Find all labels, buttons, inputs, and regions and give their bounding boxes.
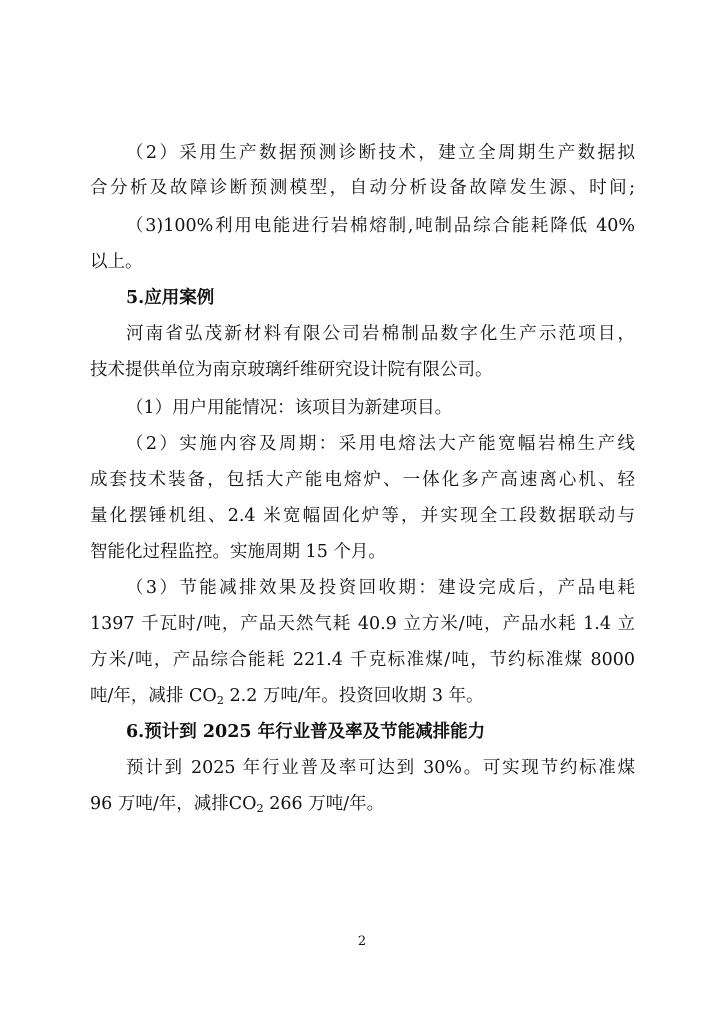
text-run: 96 万吨/年，减排CO	[90, 794, 257, 814]
subscript: 2	[216, 692, 224, 707]
paragraph-line: 成套技术装备，包括大产能电熔炉、一体化多产高速离心机、轻	[90, 470, 635, 490]
paragraph-line: 合分析及故障诊断预测模型，自动分析设备故障发生源、时间;	[90, 178, 635, 198]
paragraph-line	[90, 792, 635, 816]
paragraph-line: 方米/吨，产品综合能耗 221.4 千克标准煤/吨，节约标准煤 8000	[90, 650, 635, 670]
subscript: 2	[256, 800, 264, 815]
paragraph-line: 预计到 2025 年行业普及率可达到 30%。可实现节约标准煤	[126, 758, 635, 778]
paragraph-line: 智能化过程监控。实施周期 15 个月。	[90, 542, 386, 562]
paragraph-line: 技术提供单位为南京玻璃纤维研究设计院有限公司。	[90, 360, 493, 380]
page-number: 2	[357, 934, 367, 949]
text-run: 266 万吨/年。	[263, 794, 385, 814]
text-run: 吨/年，减排 CO	[90, 686, 217, 706]
paragraph-line: （3)100%利用电能进行岩棉熔制,吨制品综合能耗降低 40%	[126, 216, 635, 236]
paragraph-line: （2）采用生产数据预测诊断技术，建立全周期生产数据拟	[126, 143, 635, 163]
paragraph-line: （3）节能减排效果及投资回收期：建设完成后，产品电耗	[126, 578, 635, 598]
paragraph-line: 1397 千瓦时/吨，产品天然气耗 40.9 立方米/吨，产品水耗 1.4 立	[90, 614, 635, 634]
paragraph-line: （2）实施内容及周期：采用电熔法大产能宽幅岩棉生产线	[126, 434, 635, 454]
text-run: 2.2 万吨/年。投资回收期 3 年。	[223, 686, 484, 706]
paragraph-line: 以上。	[90, 252, 143, 272]
paragraph-line	[90, 684, 635, 708]
section-heading: 6.预计到 2025 年行业普及率及节能减排能力	[126, 722, 486, 742]
paragraph-line: （1）用户用能情况：该项目为新建项目。	[126, 398, 453, 418]
paragraph-line: 量化摆锤机组、2.4 米宽幅固化炉等，并实现全工段数据联动与	[90, 506, 635, 526]
section-heading: 5.应用案例	[126, 288, 215, 308]
paragraph-line: 河南省弘茂新材料有限公司岩棉制品数字化生产示范项目，	[126, 324, 635, 344]
